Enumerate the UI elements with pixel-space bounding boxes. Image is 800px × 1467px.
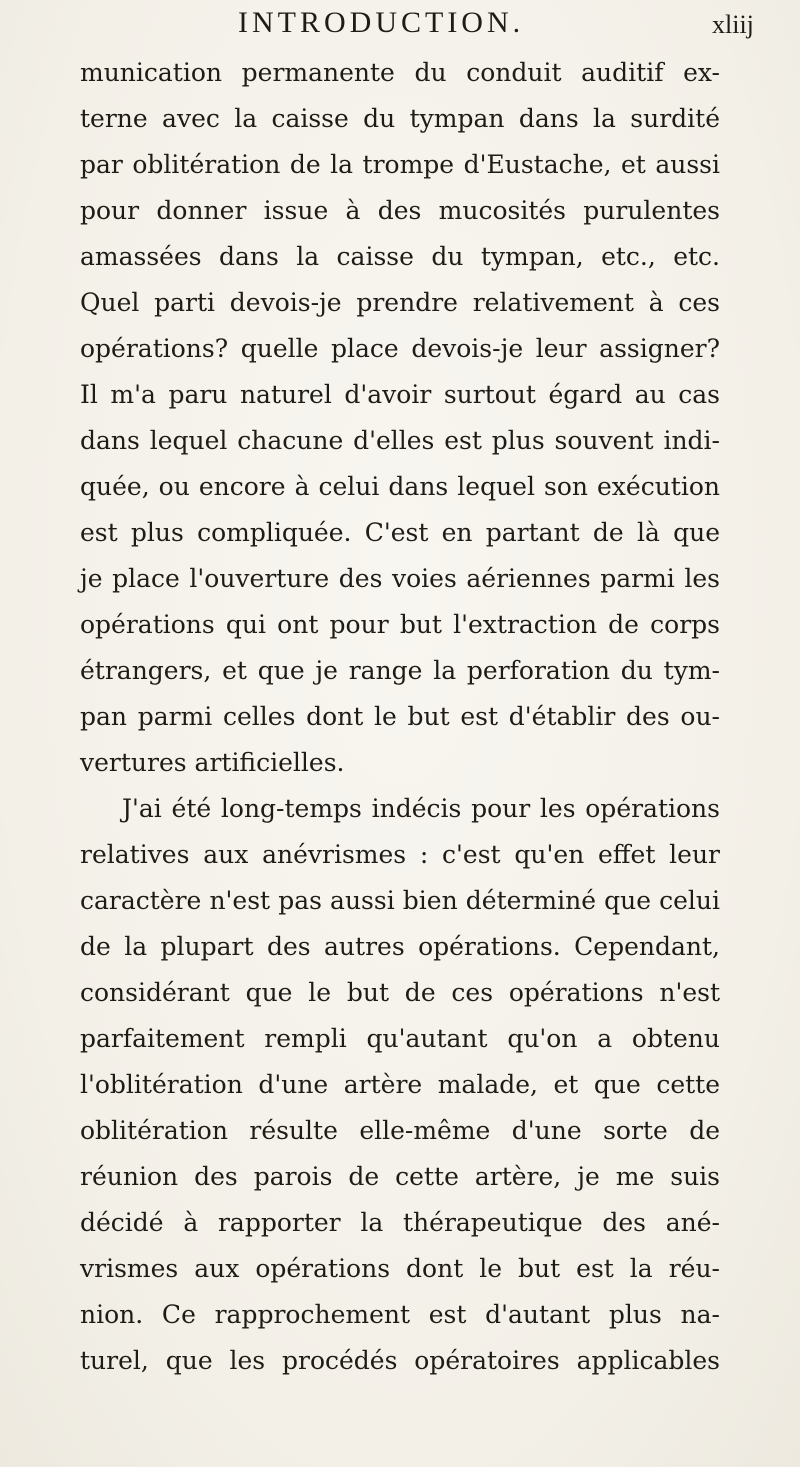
- text-line: oblitération résulte elle-même d'une sorte de: [80, 1116, 720, 1145]
- text-line: vertures artificielles.: [80, 748, 345, 777]
- text-line: étrangers, et que je range la perforation du tym-: [80, 656, 720, 685]
- text-line: opérations qui ont pour but l'extraction de corps: [80, 610, 720, 639]
- text-line: caractère n'est pas aussi bien déterminé que celui: [80, 886, 720, 915]
- text-line: je place l'ouverture des voies aériennes parmi les: [80, 564, 720, 593]
- running-title: INTRODUCTION.: [238, 6, 525, 39]
- text-line: munication permanente du conduit auditif ex-: [80, 58, 720, 87]
- text-line: de la plupart des autres opérations. Cependant,: [80, 932, 720, 961]
- page-header: [0, 6, 800, 50]
- text-line: réunion des parois de cette artère, je me suis: [80, 1162, 720, 1191]
- text-line: parfaitement rempli qu'autant qu'on a obtenu: [80, 1024, 720, 1053]
- text-line: Quel parti devois-je prendre relativement à ces: [80, 288, 720, 317]
- text-line: est plus compliquée. C'est en partant de là que: [80, 518, 720, 547]
- text-line: considérant que le but de ces opérations n'est: [80, 978, 720, 1007]
- text-line: quée, ou encore à celui dans lequel son exécution: [80, 472, 720, 501]
- text-line: décidé à rapporter la thérapeutique des ané-: [80, 1208, 720, 1237]
- text-line: l'oblitération d'une artère malade, et que cette: [80, 1070, 720, 1099]
- text-line: nion. Ce rapprochement est d'autant plus na-: [80, 1300, 720, 1329]
- text-line: terne avec la caisse du tympan dans la surdité: [80, 104, 720, 133]
- text-line: dans lequel chacune d'elles est plus souvent indi-: [80, 426, 720, 455]
- text-line: pan parmi celles dont le but est d'établir des ou-: [80, 702, 720, 731]
- text-line: relatives aux anévrismes : c'est qu'en effet leur: [80, 840, 720, 869]
- text-line: J'ai été long-temps indécis pour les opérations: [122, 794, 720, 823]
- text-line: pour donner issue à des mucosités purulentes: [80, 196, 720, 225]
- text-line: opérations? quelle place devois-je leur assigner?: [80, 334, 720, 363]
- page-number: xliij: [712, 10, 754, 39]
- text-line: Il m'a paru naturel d'avoir surtout égard au cas: [80, 380, 720, 409]
- text-line: vrismes aux opérations dont le but est la réu-: [80, 1254, 720, 1283]
- text-line: turel, que les procédés opératoires applicables: [80, 1346, 720, 1375]
- text-line: par oblitération de la trompe d'Eustache, et aussi: [80, 150, 720, 179]
- text-line: amassées dans la caisse du tympan, etc., etc.: [80, 242, 720, 271]
